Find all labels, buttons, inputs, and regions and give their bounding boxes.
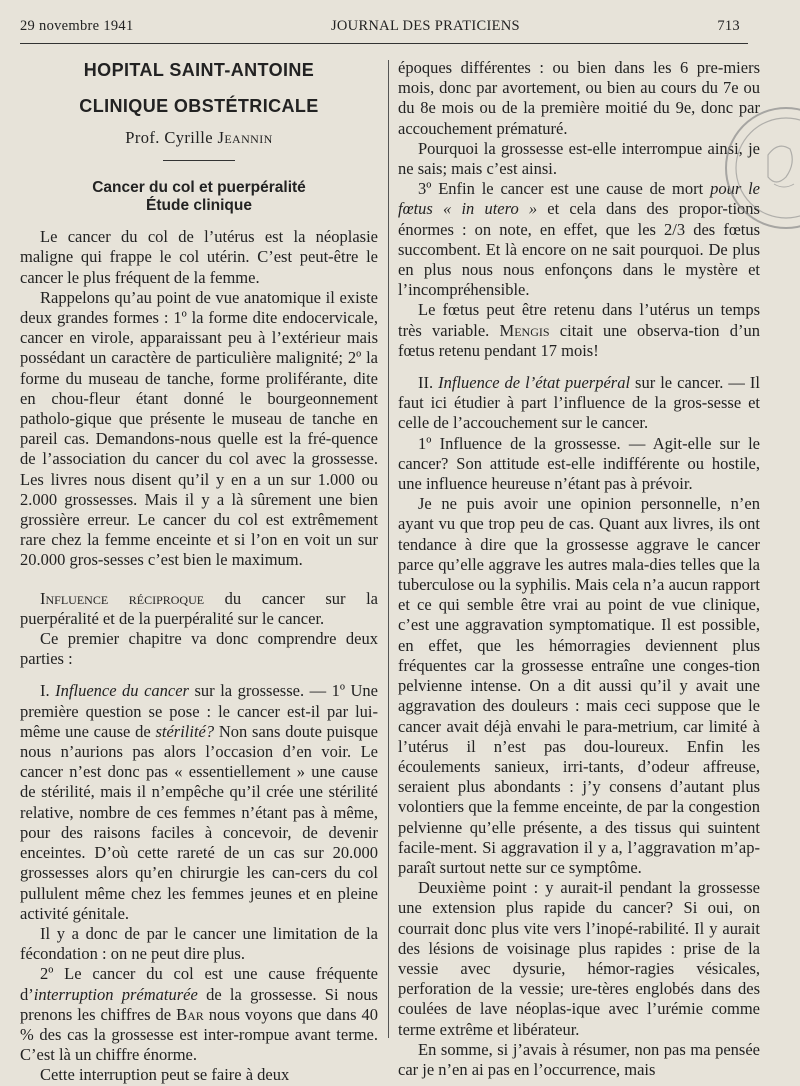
paragraph-intro: Le cancer du col de l’utérus est la néoplasie maligne qui frappe le col utérin. C’est peut-être le cancer le plus fréquent de la femme. (20, 227, 378, 287)
running-header (20, 18, 740, 40)
article-title-line-1: Cancer du col et puerpéralité (92, 179, 306, 197)
header-page-number: 713 (717, 18, 740, 34)
clinic-name: CLINIQUE OBSTÉTRICALE (79, 96, 319, 116)
article-title (20, 179, 378, 215)
paragraph-anatomy: Rappelons qu’au point de vue anatomique il existe deux grandes formes : 1º la forme dite endocervicale, cancer en virole, apparaissant peu à l’extérieur mais possédant un caractère de particulière malignité; 2º la forme du museau de tanche, forme proliférante, dite en chou-fleur étant donné le bourgeonnement patholo-gique que présente le museau de tanche en pareil cas. Demandons-nous quelle est la fré-quence de l’association du cancer du col avec la grossesse. Les livres nous disent qu’il y en a un sur 1.000 ou 2.000 grossesses. Mais il y a là sûrement une bien grossière erreur. Le cancer du col est extrêmement rare chez la femme enceinte et si l’on en voit un sur 20.000 gros-sesses c’est bien le maximum. (20, 287, 378, 570)
section-label-influence: Influence réciproque (40, 588, 205, 608)
right-column (398, 58, 760, 1080)
paragraph-section-influence: Influence réciproque du cancer sur la puerpéralité et de la puerpéralité sur le cancer. (20, 588, 378, 628)
paragraph-why: Pourquoi la grossesse est-elle interrompue ainsi, je ne sais; mais c’est ainsi. (398, 138, 760, 179)
header-rule (20, 43, 748, 44)
author-prefix: Prof. Cyrille (125, 128, 218, 147)
column-divider (388, 60, 389, 1038)
paragraph-fecondation: Il y a donc de par le cancer une limitation de la fécondation : on ne peut dire plus. (20, 923, 378, 964)
paragraph-second-point: Deuxième point : y aurait-il pendant la grossesse une extension plus rapide du cancer? Si oui, on courrait donc plus vite vers l’inopé-rabilité. Il y aurait des lésions de voisinage plus rapides : prise de la vessie avec dysurie, hémor-ragies vésicales, perforation de la vessie; ure-tères englobés dans des coulées de lave néoplas-ique avec l’urémie comme terme extrême et libérateur. (398, 878, 760, 1039)
paragraph-summary: En somme, si j’avais à résumer, non pas ma pensée car je n’en ai pas en l’occurrence, mais (398, 1039, 760, 1079)
article-title-line-2: Étude clinique (146, 197, 252, 215)
paragraph-sterility: I. Influence du cancer sur la grossesse. — 1º Une première question se pose : le cancer est-il par lui-même une cause de stérilité? Non sans doute puisque nous n’aurions pas alors l’occasion d’en voir. Le cancer n’est donc pas « essentiellement » une cause de stérilité, mais il n’empêche qu’il crée une stérilité relative, nombre de ces femmes n’étant pas à même, pour des raisons faciles à concevoir, de devenir enceintes. D’où cette rareté de un cas sur 20.000 grossesses alors qu’en chirurgie les can-cers du col pullulent même chez les femmes jeunes et en pleine activité génitale. (20, 681, 378, 923)
paragraph-interruption: 2º Le cancer du col est une cause fréquente d’interruption prématurée de la grossesse. Si nous prenons les chiffres de Bar nous voyons que dans 40 % des cas la grossesse est inter-rompue avant terme. C’est là un chiffre énorme. (20, 964, 378, 1065)
hospital-name: HOPITAL SAINT-ANTOINE (83, 60, 315, 80)
paragraph-interruption-cont: Cette interruption peut se faire à deux (40, 1065, 290, 1085)
author-surname: Jeannin (217, 128, 273, 147)
title-separator (163, 160, 235, 161)
header-journal-title: JOURNAL DES PRATICIENS (330, 18, 520, 34)
left-column (20, 58, 378, 1086)
author-line (20, 128, 378, 148)
paragraph-fetal-death: 3º Enfin le cancer est une cause de mort pour le fœtus « in utero » et cela dans des propor-tions énormes : on note, en effet, que les 2/3 des fœtus succombent. Et là encore on ne sait pourquoi. De plus en plus nous nous enfonçons dans le mystère et l’incompréhensible. (398, 179, 760, 300)
header-date: 29 novembre 1941 (20, 18, 134, 34)
library-stamp-icon (738, 100, 800, 240)
paragraph-puerperal-influence: II. Influence de l’état puerpéral sur le cancer. — Il faut ici étudier à part l’influence de la gros-sesse et celle de l’accouchement sur le cancer. (398, 373, 760, 433)
paragraph-chapter-plan: Ce premier chapitre va donc comprendre deux parties : (20, 629, 378, 669)
paragraph-pregnancy-influence: 1º Influence de la grossesse. — Agit-elle sur le cancer? Son attitude est-elle indifférente ou hostile, une influence heureuse n’étant pas à prévoir. (398, 433, 760, 494)
paragraph-opinion: Je ne puis avoir une opinion personnelle, n’en ayant vu que trop peu de cas. Quant aux livres, ils ont tendance à dire que la grossesse aggrave le cancer parce qu’elle aggrave les autres mala-dies telles que la tuberculose ou la syphilis. Mais cela n’a aucun rapport et ce qui semble être vrai au point de vue clinique, c’est une aggravation symptomatique. Il est possible, en effet, que les hémorragies deviennent plus fréquentes car la grossesse entraîne une conges-tion pelvienne intense. On a dit aussi qu’il y avait une aggravation des douleurs : mais ceci suppose que le cancer avait déjà envahi le para-metrium, car limité à l’utérus il n’est pas dou-loureux. Enfin les écoulements sanieux, irri-tants, d’odeur affreuse, seraient plus abondants : j’y consens d’autant plus volontiers que la femme enceinte, de par la congestion pelvienne qu’elle présente, a des tissus qui suintent facile-ment. Si aggravation il y a, l’aggravation m’ap-paraît surtout nette sur ce symptôme. (398, 494, 760, 877)
paragraph-fetal-retention: Le fœtus peut être retenu dans l’utérus un temps très variable. Mengis citait une observa-tion d’un fœtus retenu pendant 17 mois! (398, 300, 760, 360)
paragraph-epochs: époques différentes : ou bien dans les 6 pre-miers mois, donc par avortement, ou bien au cours du 7e ou du 8e mois ou de la première moitié du 9e, donc par accouchement prématuré. (398, 58, 760, 138)
